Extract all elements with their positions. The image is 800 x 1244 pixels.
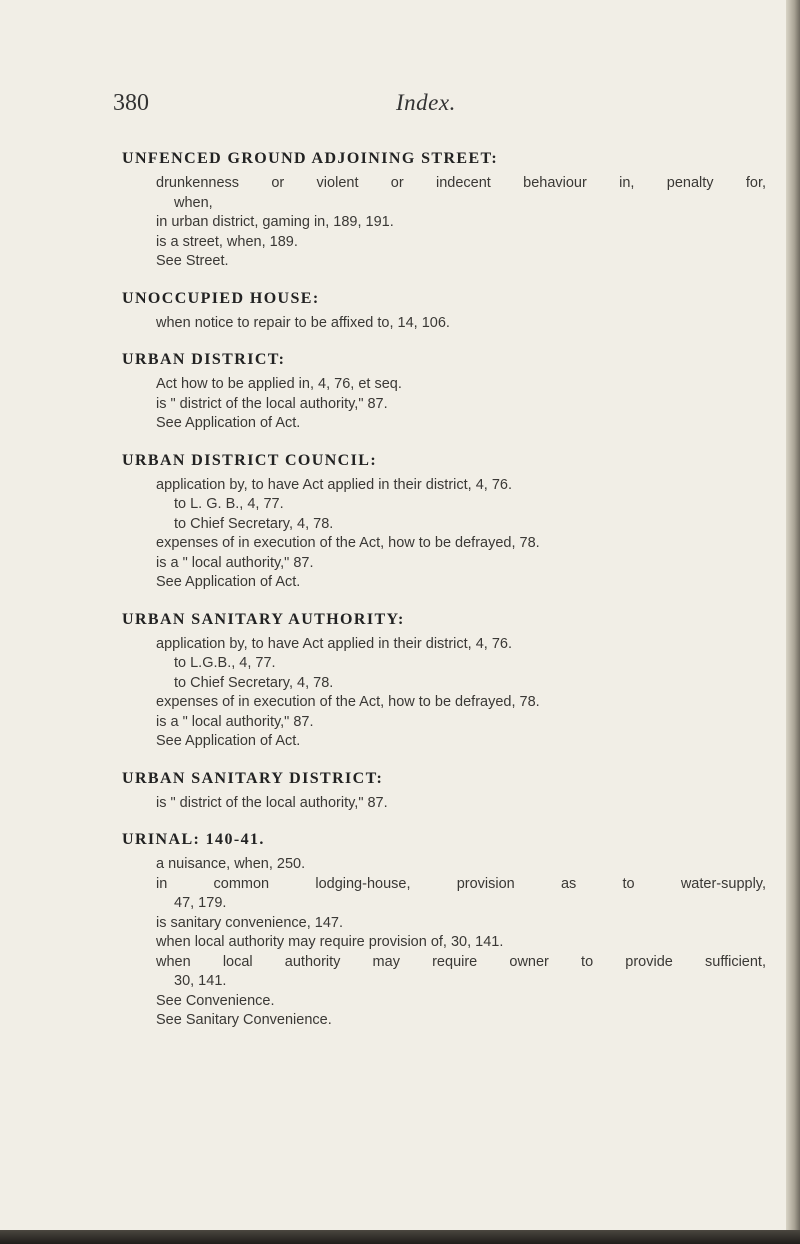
entry-line: when local authority may require provision of, 30, 141. <box>156 934 504 950</box>
entry-line: to Chief Secretary, 4, 78. <box>174 674 334 691</box>
page-edge-shadow <box>786 0 800 1244</box>
entry-heading: UNOCCUPIED HOUSE: <box>122 289 320 307</box>
entry-line: 47, 179. <box>174 895 227 911</box>
entry-line: See Application of Act. <box>156 415 301 431</box>
entry-line: drunkenness or violent or indecent behaviour in, penalty for, <box>156 175 766 191</box>
entry-line: See Sanitary Convenience. <box>156 1012 332 1028</box>
entry-line: See Convenience. <box>156 992 275 1009</box>
entry-heading: URINAL: 140-41. <box>122 831 265 848</box>
entry-line: 30, 141. <box>174 973 227 989</box>
entry-line: is " district of the local authority," 87. <box>156 794 388 811</box>
entry-line: expenses of in execution of the Act, how to be defrayed, 78. <box>156 694 540 710</box>
entry-line: See Application of Act. <box>156 733 301 749</box>
page-bottom-edge <box>0 1230 800 1244</box>
index-entry <box>122 147 772 272</box>
running-title: Index. <box>396 90 456 115</box>
entry-line: when local authority may require owner to provide sufficient, <box>156 953 766 970</box>
entry-heading: URBAN DISTRICT: <box>122 351 286 368</box>
entry-line: expenses of in execution of the Act, how to be defrayed, 78. <box>156 535 540 551</box>
index-content <box>122 147 772 1046</box>
entry-heading: URBAN SANITARY DISTRICT: <box>122 769 384 787</box>
entry-line: is " district of the local authority," 87. <box>156 395 388 412</box>
entry-line: is a street, when, 189. <box>156 233 298 250</box>
index-entry <box>122 449 772 593</box>
index-entry <box>122 828 772 1031</box>
entry-line: application by, to have Act applied in their district, 4, 76. <box>156 476 512 493</box>
entry-line: in common lodging-house, provision as to water-supply, <box>156 875 766 892</box>
entry-heading: URBAN SANITARY AUTHORITY: <box>122 610 405 628</box>
entry-line: to L. G. B., 4, 77. <box>174 496 284 512</box>
entry-line: to Chief Secretary, 4, 78. <box>174 515 334 532</box>
index-entry <box>122 767 772 814</box>
entry-line: See Street. <box>156 253 229 269</box>
entry-line: when, <box>174 194 213 211</box>
entry-line: a nuisance, when, 250. <box>156 856 306 872</box>
entry-line: is a " local authority," 87. <box>156 713 314 730</box>
entry-heading: URBAN DISTRICT COUNCIL: <box>122 451 378 469</box>
entry-line: to L.G.B., 4, 77. <box>174 655 276 671</box>
page-header <box>113 90 760 120</box>
entry-line: application by, to have Act applied in their district, 4, 76. <box>156 635 512 652</box>
page-number: 380 <box>113 90 149 116</box>
entry-line: in urban district, gaming in, 189, 191. <box>156 214 394 230</box>
index-entry <box>122 348 772 434</box>
index-entry <box>122 287 772 334</box>
entry-line: is a " local authority," 87. <box>156 554 314 571</box>
entry-line: is sanitary convenience, 147. <box>156 914 343 931</box>
index-entry <box>122 608 772 752</box>
entry-line: See Application of Act. <box>156 574 301 590</box>
entry-line: when notice to repair to be affixed to, 14, 106. <box>156 314 450 331</box>
entry-heading: UNFENCED GROUND ADJOINING STREET: <box>122 150 499 167</box>
entry-line: Act how to be applied in, 4, 76, et seq. <box>156 376 402 392</box>
